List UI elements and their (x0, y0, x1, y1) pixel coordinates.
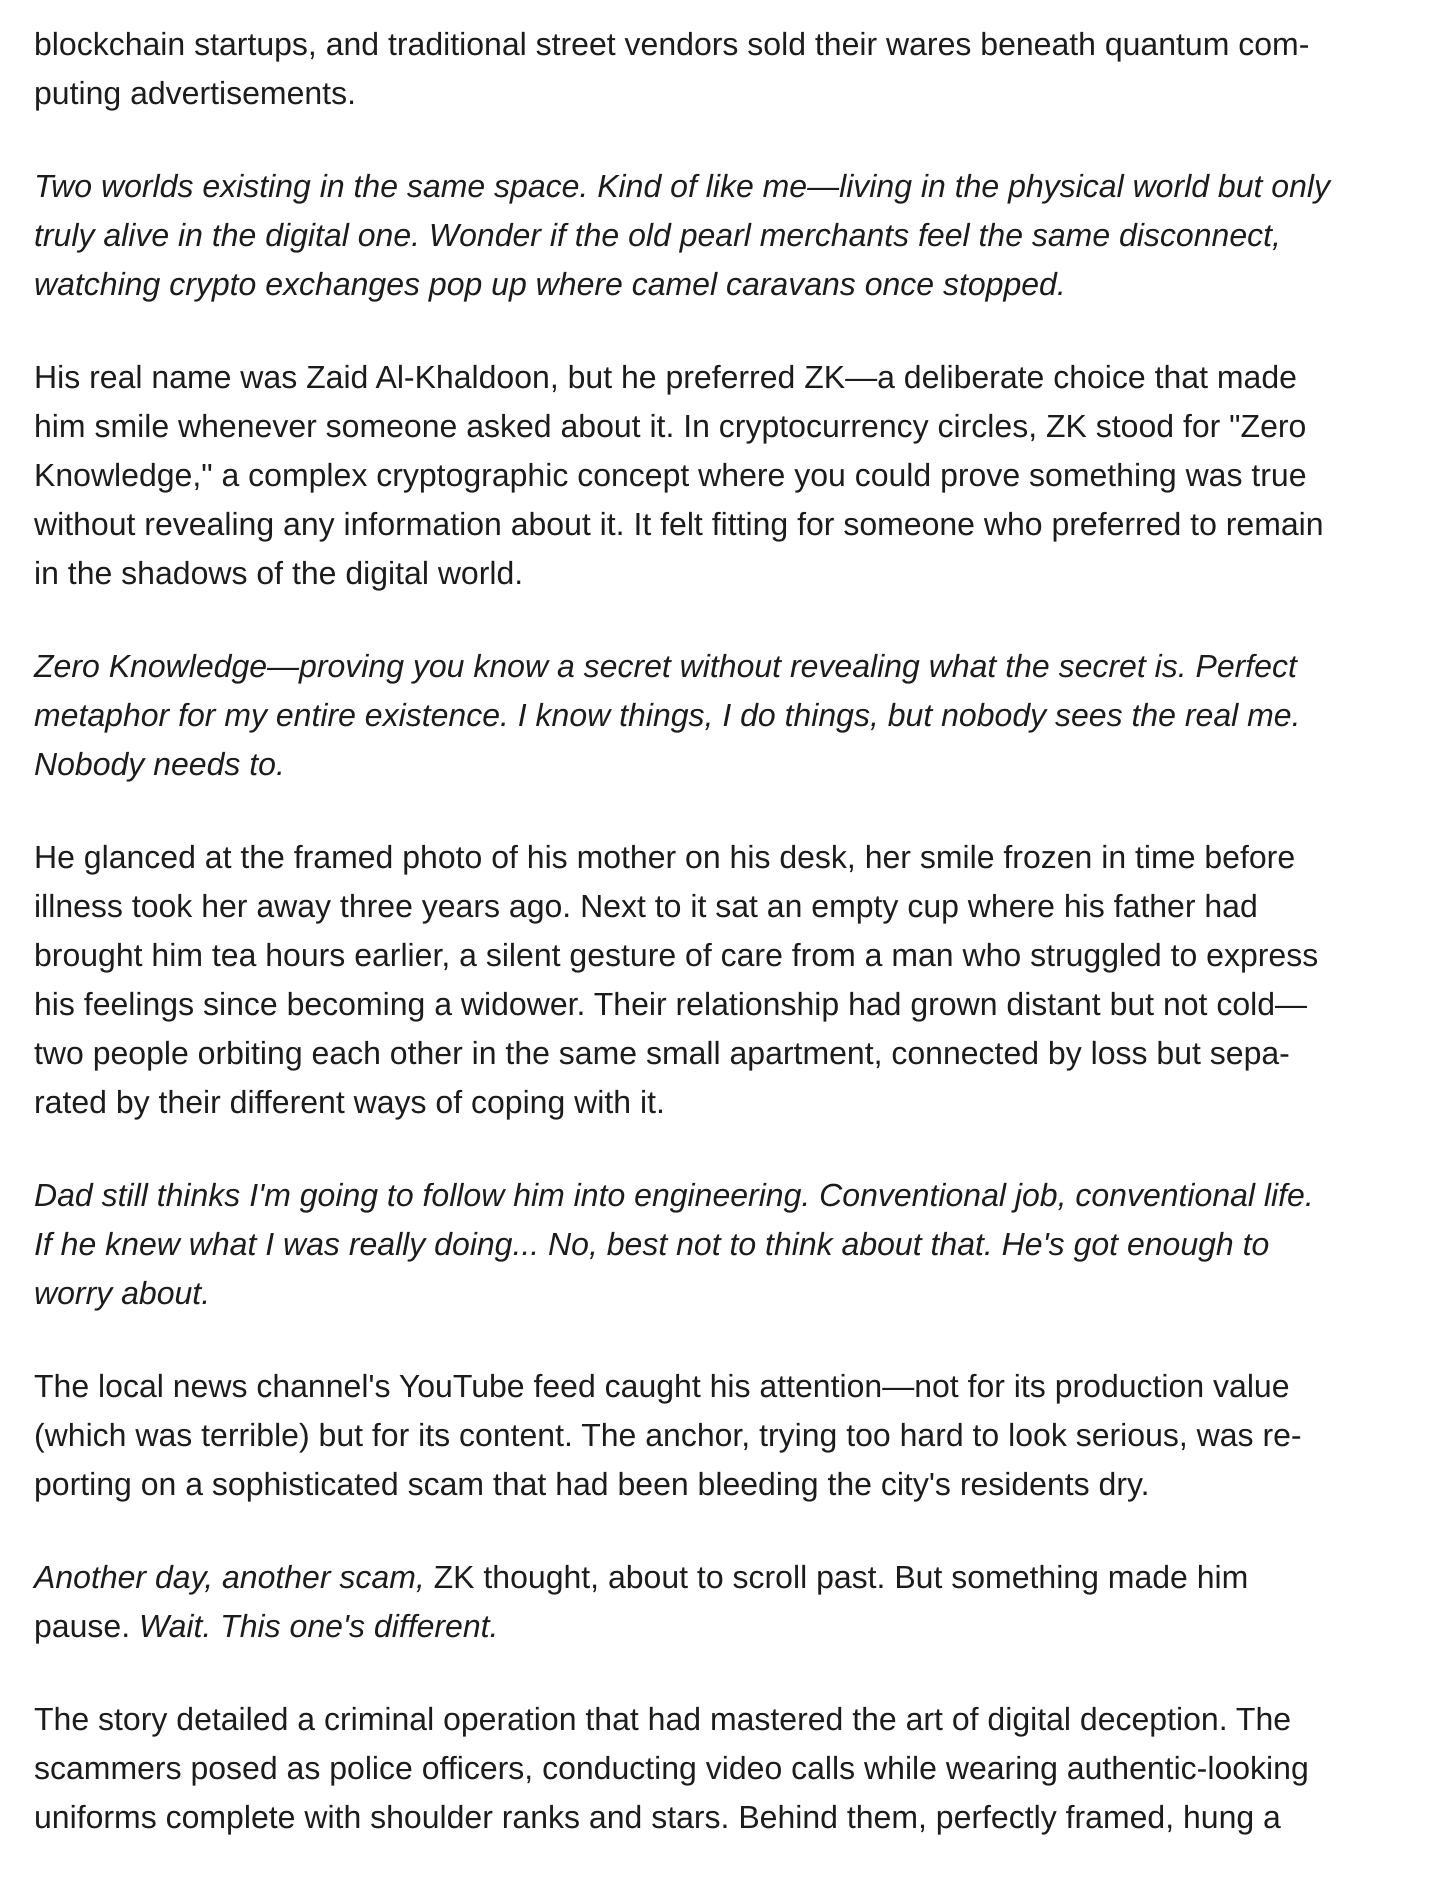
body-paragraph (34, 1362, 1426, 1509)
text-line: worry about. (34, 1275, 211, 1311)
text-line: puting advertisements. (34, 75, 356, 111)
text-line: watching crypto exchanges pop up where camel caravans once stopped. (34, 266, 1066, 302)
text-line: illness took her away three years ago. Next to it sat an empty cup where his father had (34, 888, 1258, 924)
text-line: blockchain startups, and traditional street vendors sold their wares beneath quantum com- (34, 26, 1310, 62)
text-line (34, 1602, 1426, 1651)
inner-thought-paragraph (34, 162, 1426, 309)
text-line: his feelings since becoming a widower. Their relationship had grown distant but not cold— (34, 986, 1308, 1022)
text-line: him smile whenever someone asked about it. In cryptocurrency circles, ZK stood for "Zero (34, 408, 1307, 444)
text-line: in the shadows of the digital world. (34, 555, 524, 591)
inner-thought-paragraph (34, 642, 1426, 789)
text-line: Dad still thinks I'm going to follow him into engineering. Conventional job, conventional life. (34, 1177, 1314, 1213)
mixed-paragraph (34, 1553, 1426, 1651)
narration-text: ZK thought, about to scroll past. But something made him (424, 1559, 1249, 1595)
text-line: scammers posed as police officers, conducting video calls while wearing authentic-looking (34, 1750, 1309, 1786)
text-line: uniforms complete with shoulder ranks and stars. Behind them, perfectly framed, hung a (34, 1799, 1281, 1835)
text-line: Nobody needs to. (34, 746, 285, 782)
text-line (34, 1553, 1426, 1602)
text-line: without revealing any information about it. It felt fitting for someone who preferred to remain (34, 506, 1324, 542)
body-paragraph (34, 833, 1426, 1127)
text-line: rated by their different ways of coping with it. (34, 1084, 665, 1120)
body-paragraph (34, 353, 1426, 598)
text-line: metaphor for my entire existence. I know things, I do things, but nobody sees the real me. (34, 697, 1301, 733)
text-line: truly alive in the digital one. Wonder if the old pearl merchants feel the same disconnect, (34, 217, 1281, 253)
inner-thought-paragraph (34, 1171, 1426, 1318)
text-line: (which was terrible) but for its content. The anchor, trying too hard to look serious, was re- (34, 1417, 1302, 1453)
body-paragraph (34, 1695, 1426, 1842)
text-line: brought him tea hours earlier, a silent gesture of care from a man who struggled to express (34, 937, 1319, 973)
italic-thought: Another day, another scam, (34, 1559, 425, 1595)
text-line: Zero Knowledge—proving you know a secret without revealing what the secret is. Perfect (34, 648, 1297, 684)
narration-text: pause. (34, 1608, 139, 1644)
text-line: His real name was Zaid Al-Khaldoon, but he preferred ZK—a deliberate choice that made (34, 359, 1297, 395)
text-line: If he knew what I was really doing... No, best not to think about that. He's got enough to (34, 1226, 1270, 1262)
text-line: He glanced at the framed photo of his mother on his desk, her smile frozen in time before (34, 839, 1296, 875)
text-line: Knowledge," a complex cryptographic concept where you could prove something was true (34, 457, 1307, 493)
text-line: The local news channel's YouTube feed caught his attention—not for its production value (34, 1368, 1290, 1404)
document-page (34, 20, 1426, 1886)
text-line: porting on a sophisticated scam that had been bleeding the city's residents dry. (34, 1466, 1150, 1502)
text-line: two people orbiting each other in the same small apartment, connected by loss but sepa- (34, 1035, 1290, 1071)
body-paragraph (34, 20, 1426, 118)
text-line: Two worlds existing in the same space. Kind of like me—living in the physical world but only (34, 168, 1330, 204)
italic-thought: Wait. This one's different. (138, 1608, 499, 1644)
text-line: The story detailed a criminal operation that had mastered the art of digital deception. The (34, 1701, 1292, 1737)
